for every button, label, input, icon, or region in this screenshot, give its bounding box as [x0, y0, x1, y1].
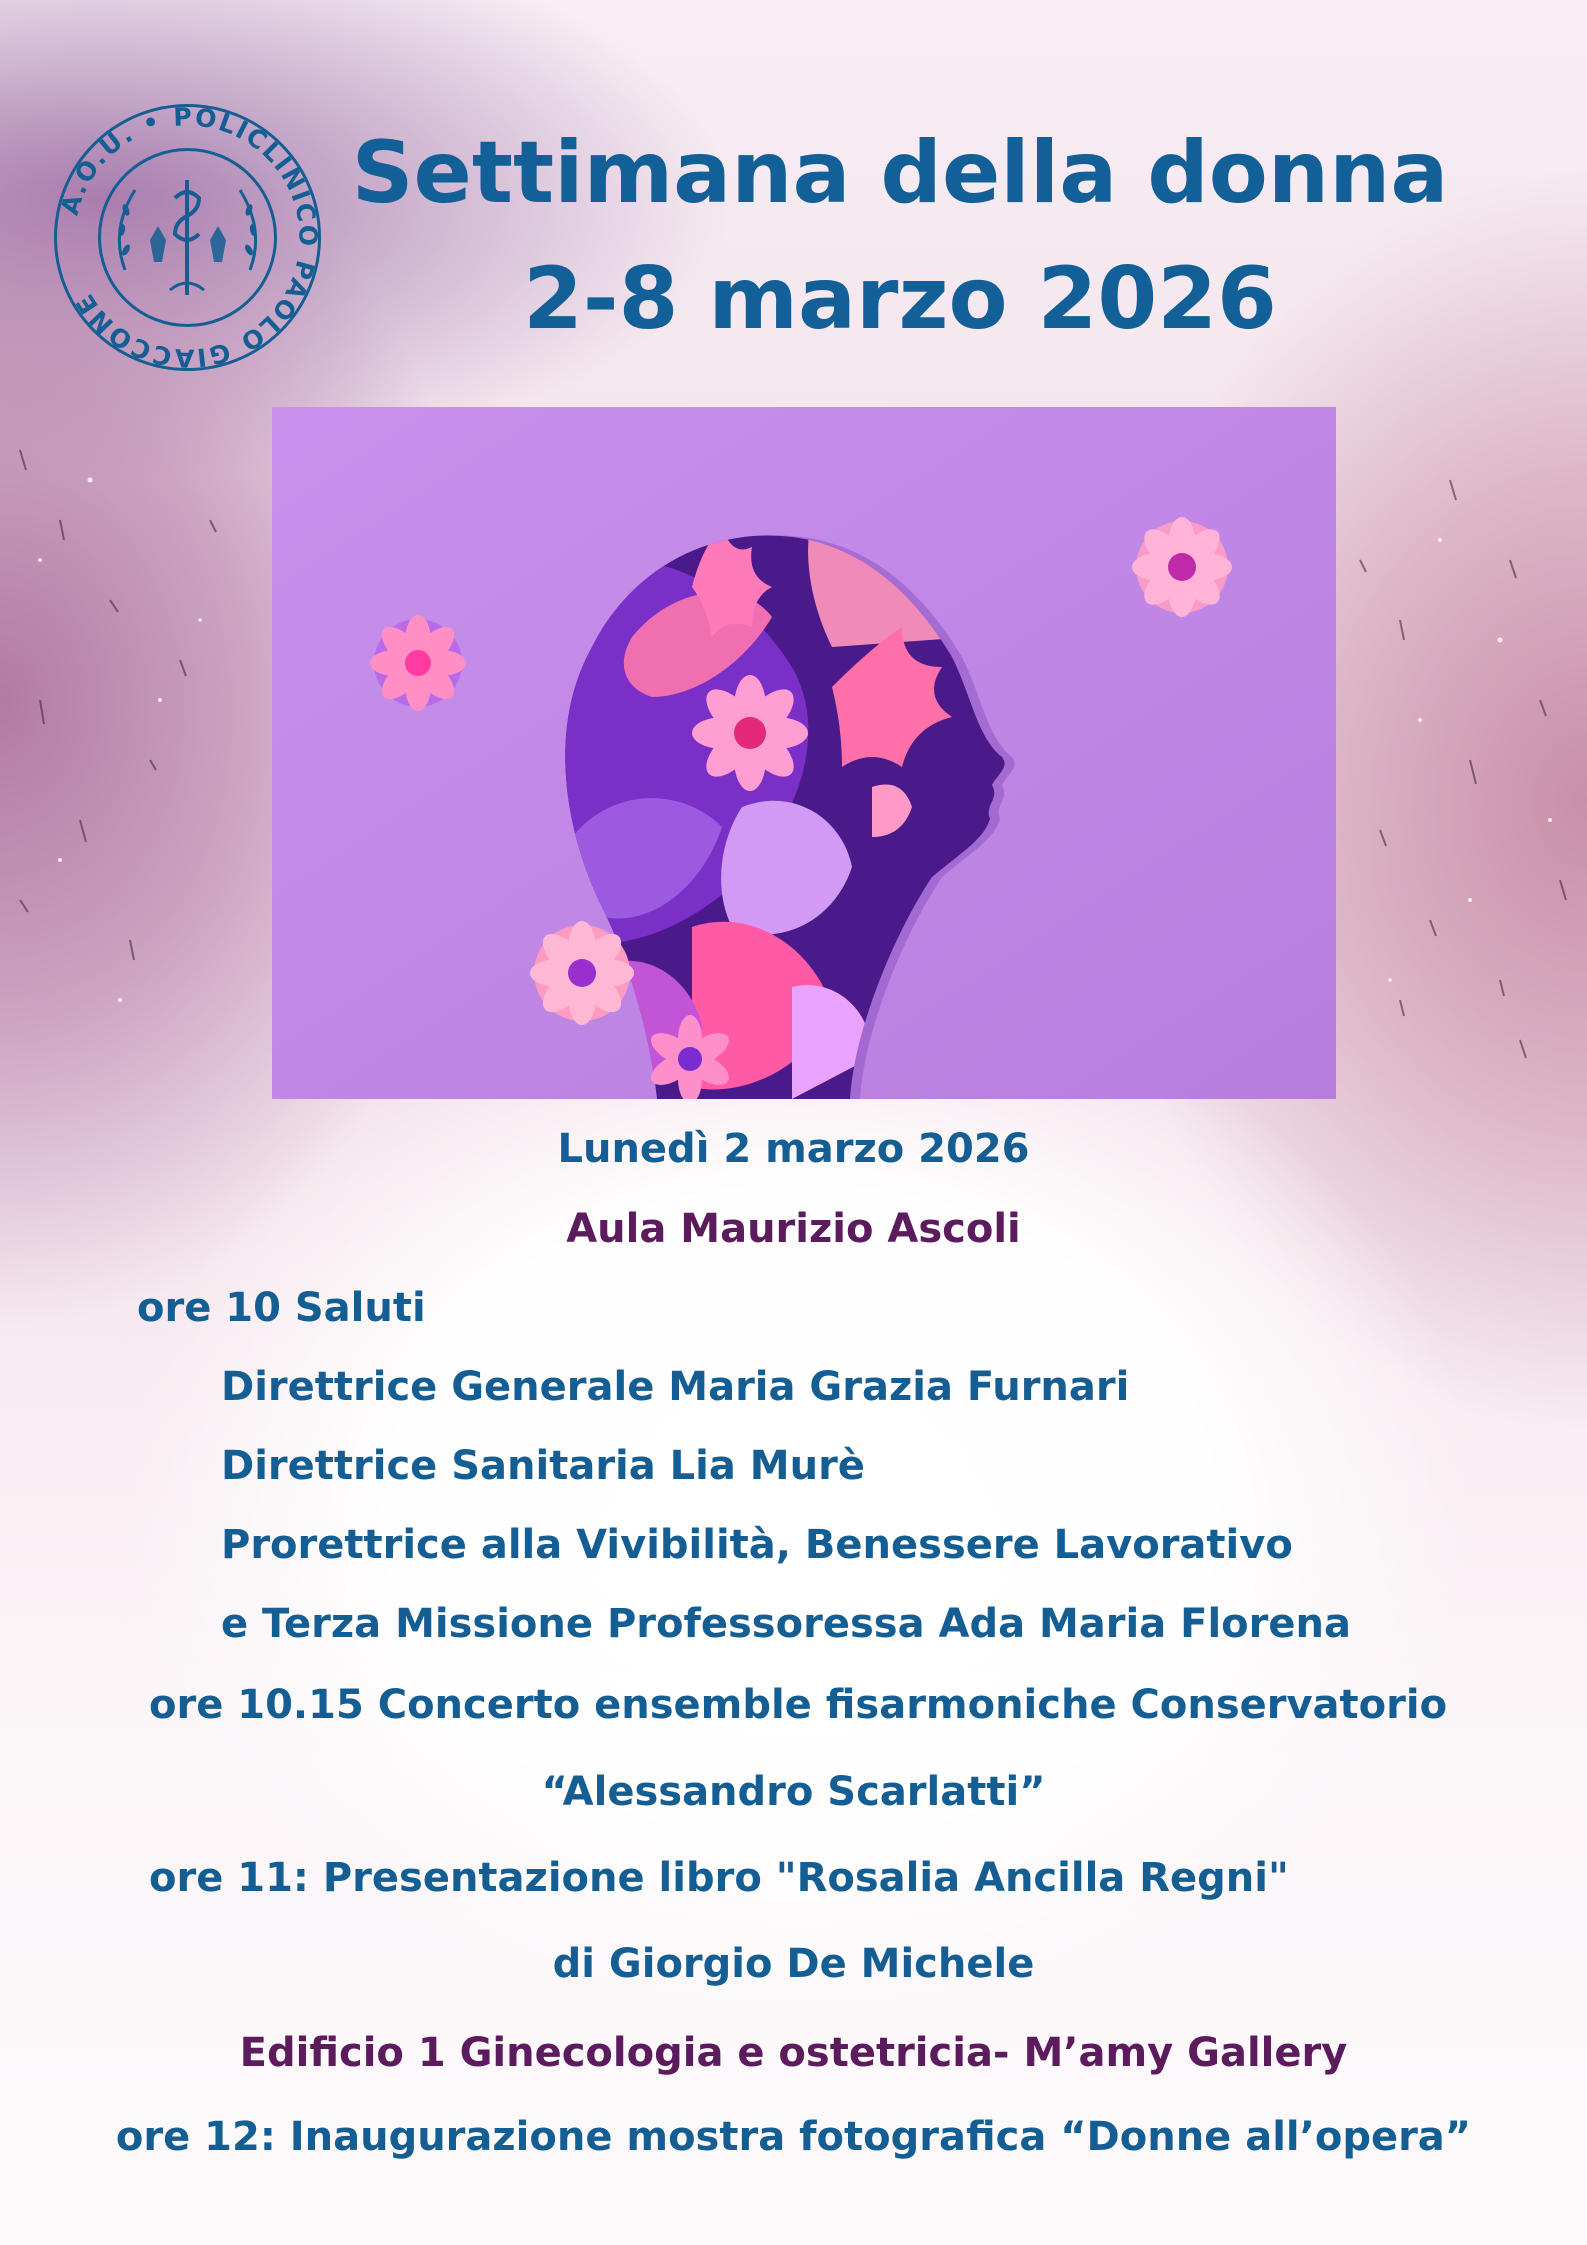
greeting-health-director: Direttrice Sanitaria Lia Murè	[221, 1443, 865, 1489]
title-line-2: 2-8 marzo 2026	[523, 249, 1277, 349]
program-item-book-author: di Giorgio De Michele	[552, 1941, 1035, 1987]
svg-text:A.O.U. • POLICLINICO PAOLO GIA: A.O.U. • POLICLINICO PAOLO GIACCONE	[54, 102, 323, 373]
venue-edificio: Edificio 1 Ginecologia e ostetricia- M’amy Gallery	[239, 2030, 1348, 2076]
program-item-book: ore 11: Presentazione libro "Rosalia Ancilla Regni"	[149, 1855, 1289, 1901]
program-item-saluti: ore 10 Saluti	[137, 1285, 426, 1331]
program-item-concert: ore 10.15 Concerto ensemble fisarmoniche Conservatorio	[149, 1682, 1448, 1728]
title-line-1: Settimana della donna	[351, 123, 1449, 223]
program-item-concert-conservatory: “Alessandro Scarlatti”	[541, 1769, 1046, 1815]
greeting-prorector-line2: e Terza Missione Professoressa Ada Maria Florena	[221, 1601, 1351, 1647]
greeting-director-general: Direttrice Generale Maria Grazia Furnari	[221, 1364, 1130, 1410]
venue-aula: Aula Maurizio Ascoli	[566, 1206, 1021, 1252]
greeting-prorector-line1: Prorettrice alla Vivibilità, Benessere Lavorativo	[221, 1522, 1293, 1568]
program-item-exhibition: ore 12: Inaugurazione mostra fotografica “Donne all’opera”	[115, 2114, 1472, 2160]
event-date: Lunedì 2 marzo 2026	[557, 1126, 1030, 1172]
